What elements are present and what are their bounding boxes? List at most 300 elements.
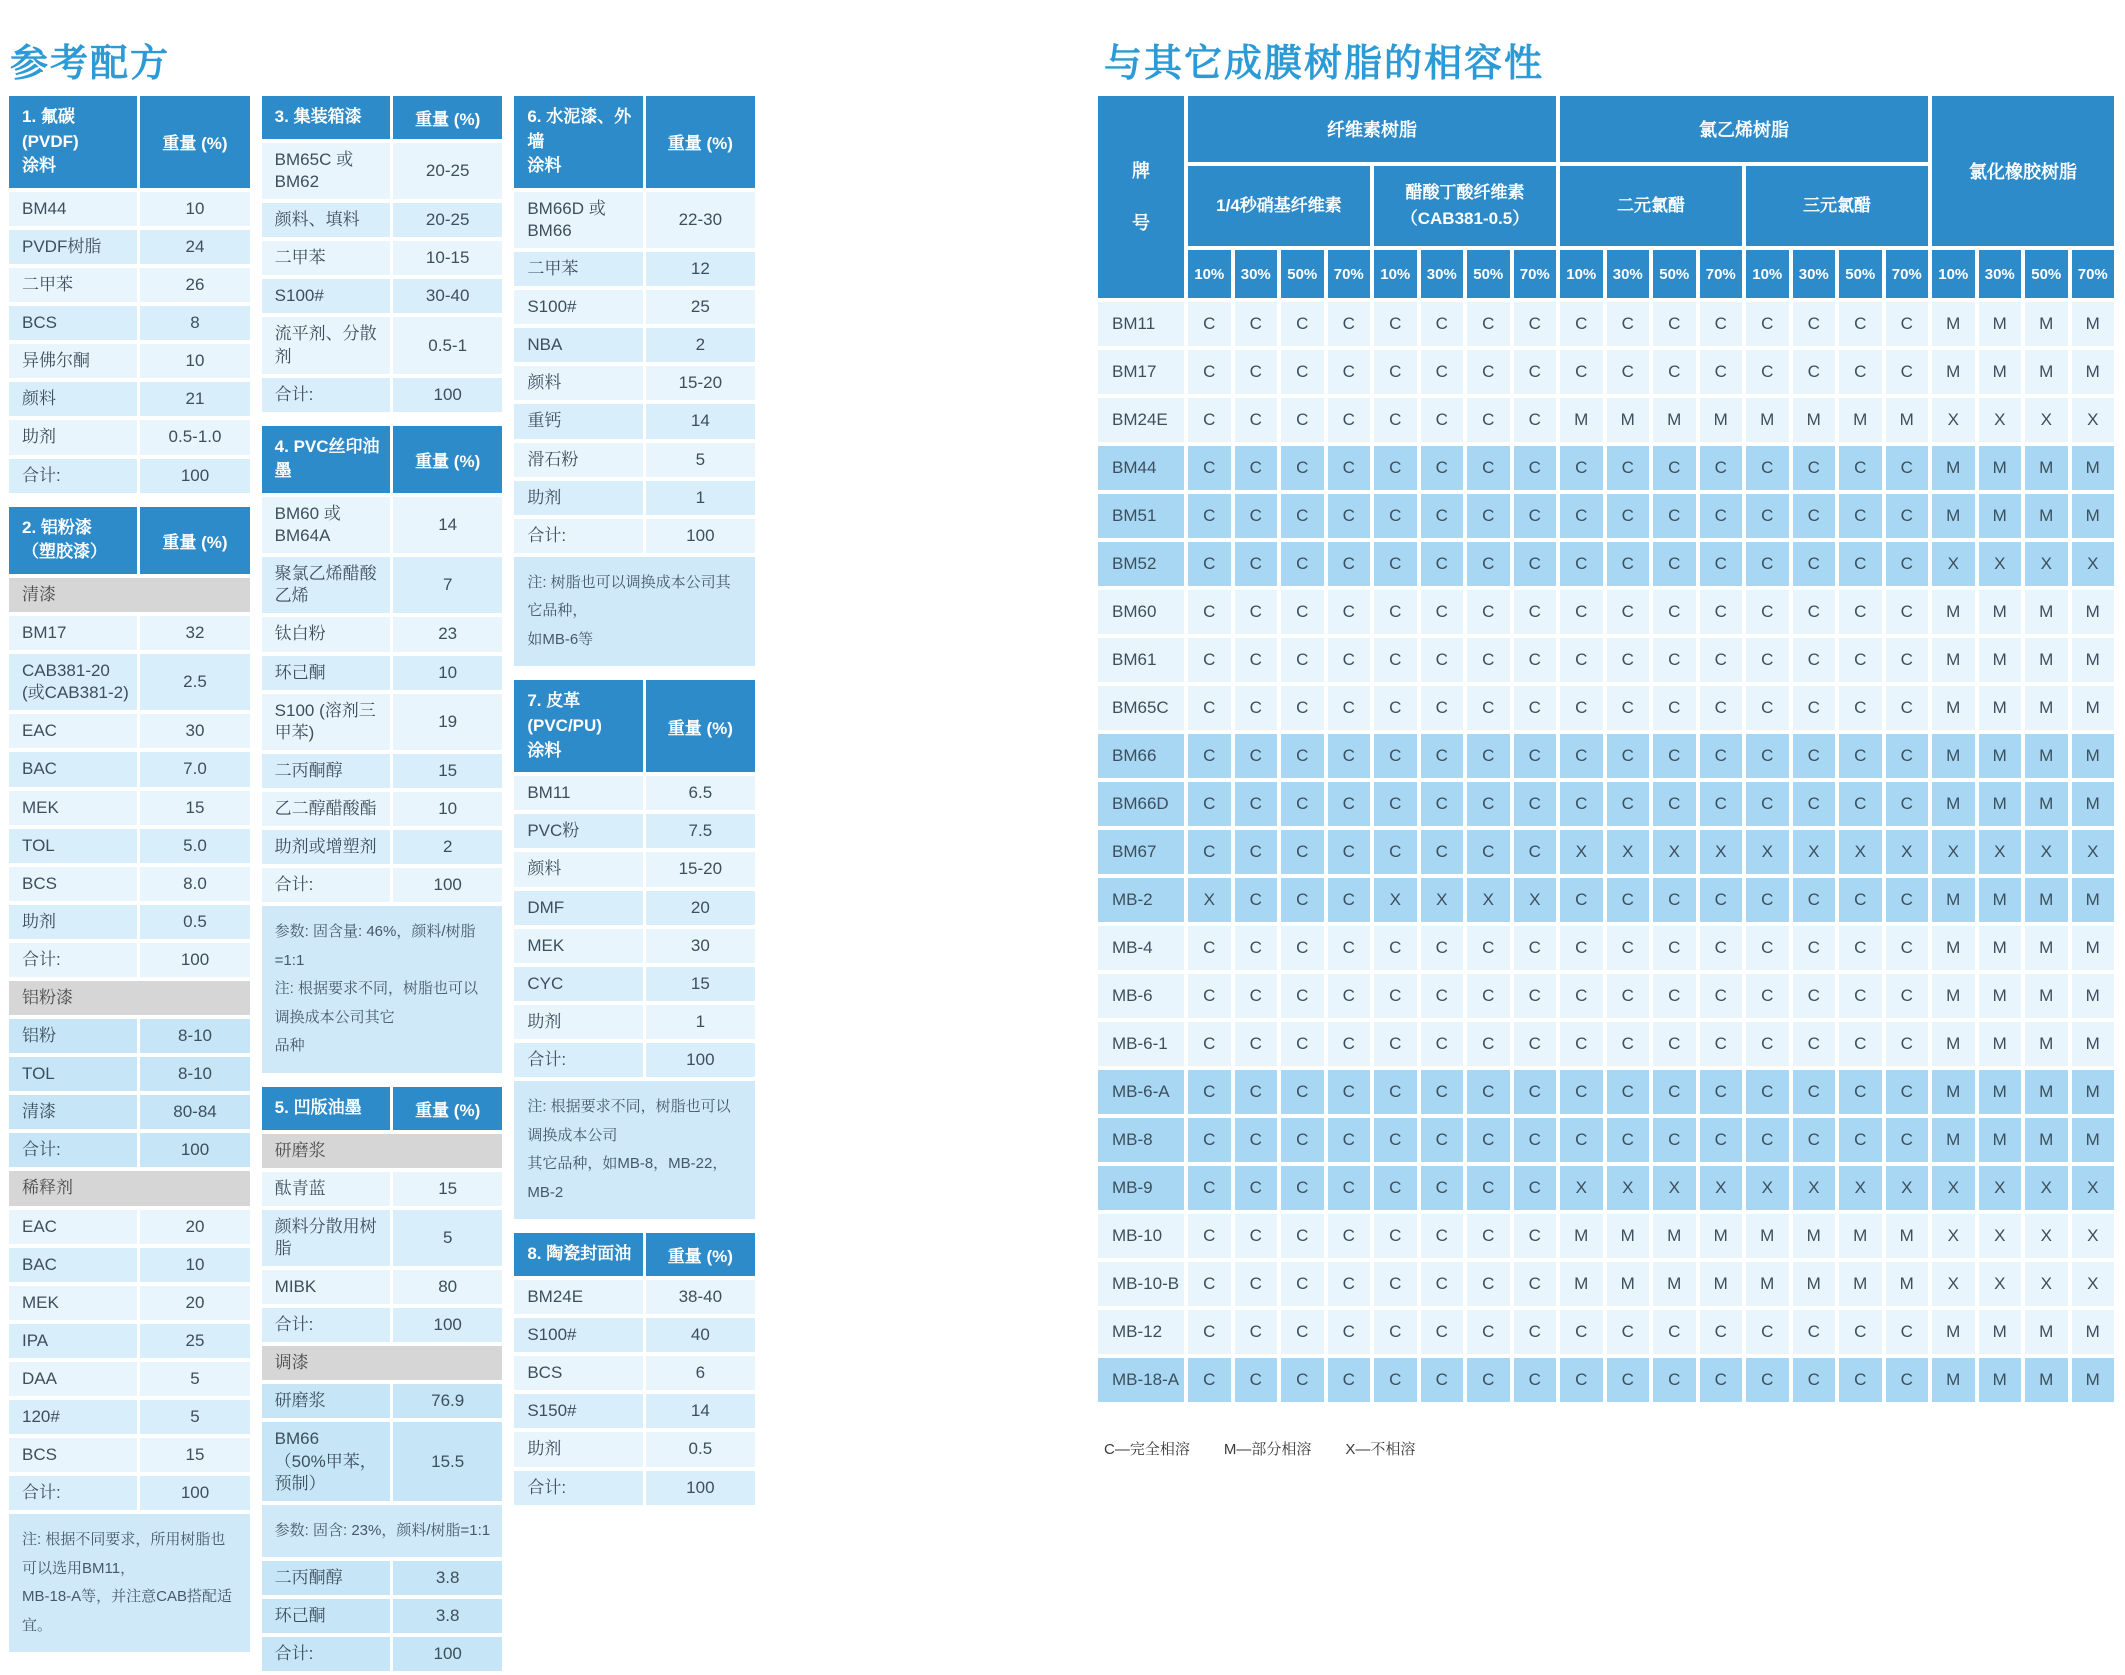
compat-cell: C <box>1514 638 1557 682</box>
ingredient-label: 颜料 <box>514 366 642 400</box>
ingredient-value: 80 <box>393 1270 502 1304</box>
ingredient-label: S100 (溶剂三甲苯) <box>262 694 390 750</box>
compat-cell: M <box>1746 1214 1789 1258</box>
ingredient-label: 合计: <box>514 519 642 553</box>
compat-cell: C <box>1607 974 1650 1018</box>
formula-row <box>514 929 755 963</box>
section-band <box>262 1134 503 1168</box>
compat-cell: M <box>1700 398 1743 442</box>
table-title: 3. 集装箱漆 <box>262 96 390 139</box>
table-note-text: 注: 根据不同要求，所用树脂也可以选用BM11， MB-18-A等，并注意CAB搭配适宜。 <box>9 1514 250 1652</box>
compat-row <box>1098 926 2114 970</box>
ingredient-value: 3.8 <box>393 1599 502 1633</box>
ingredient-value: 15 <box>646 967 755 1001</box>
compat-cell: C <box>1328 638 1371 682</box>
formulation-table-1 <box>6 92 253 497</box>
compat-cell: M <box>1607 398 1650 442</box>
compat-cell: M <box>1979 494 2022 538</box>
ingredient-label: BCS <box>514 1356 642 1390</box>
compat-cell: C <box>1467 350 1510 394</box>
percent-header: 70% <box>1328 250 1371 298</box>
matrix-header-groups <box>1098 96 2114 162</box>
compat-cell: X <box>1979 542 2022 586</box>
compat-cell: C <box>1560 1310 1603 1354</box>
compat-cell: C <box>1793 782 1836 826</box>
ingredient-label: 合计: <box>514 1043 642 1077</box>
formula-row <box>514 1356 755 1390</box>
formula-row <box>9 1057 250 1091</box>
compat-cell: C <box>1700 590 1743 634</box>
table-note-text: 参数: 固含量: 46%，颜料/树脂=1:1 注: 根据要求不同，树脂也可以调换成本公司其它 品种 <box>262 906 503 1073</box>
compat-cell: C <box>1886 1358 1929 1402</box>
ingredient-label: S100# <box>262 279 390 313</box>
formula-row <box>262 754 503 788</box>
compat-cell: X <box>2072 398 2115 442</box>
compat-row <box>1098 494 2114 538</box>
brand-cell: BM66D <box>1098 782 1184 826</box>
formula-row <box>514 252 755 286</box>
compat-cell: M <box>1979 590 2022 634</box>
compat-row <box>1098 1262 2114 1306</box>
formula-row <box>514 519 755 553</box>
compat-cell: C <box>1653 302 1696 346</box>
ingredient-value: 30 <box>140 714 249 748</box>
section-band <box>9 981 250 1015</box>
formula-row <box>514 1471 755 1505</box>
compat-cell: C <box>1514 1070 1557 1114</box>
compat-cell: C <box>1374 494 1417 538</box>
percent-header: 10% <box>1560 250 1603 298</box>
ingredient-label: CAB381-20 (或CAB381-2) <box>9 654 137 710</box>
compat-cell: C <box>1746 734 1789 778</box>
formulation-table-3 <box>259 92 506 416</box>
compat-cell: C <box>1793 1118 1836 1162</box>
percent-header: 30% <box>1421 250 1464 298</box>
compat-cell: C <box>1793 734 1836 778</box>
table-note-text: 注: 树脂也可以调换成本公司其它品种， 如MB-6等 <box>514 557 755 667</box>
compat-cell: C <box>1281 1166 1324 1210</box>
formula-row <box>9 943 250 977</box>
compat-cell: C <box>1188 1262 1231 1306</box>
ingredient-value: 5 <box>646 443 755 477</box>
compat-cell: C <box>1653 494 1696 538</box>
formula-row <box>262 497 503 553</box>
formula-row <box>262 143 503 199</box>
compat-cell: C <box>1607 1070 1650 1114</box>
table-title: 5. 凹版油墨 <box>262 1087 390 1130</box>
brand-cell: MB-6 <box>1098 974 1184 1018</box>
compat-cell: X <box>1886 1166 1929 1210</box>
weight-header: 重量 (%) <box>646 680 755 772</box>
section-band-label: 研磨浆 <box>262 1134 503 1168</box>
table-title: 8. 陶瓷封面油 <box>514 1233 642 1276</box>
compat-cell: C <box>1839 590 1882 634</box>
compat-cell: C <box>1514 542 1557 586</box>
formula-row <box>514 1043 755 1077</box>
compat-cell: C <box>1560 1358 1603 1402</box>
compat-cell: C <box>1746 350 1789 394</box>
compat-cell: C <box>1607 1310 1650 1354</box>
ingredient-value: 0.5 <box>646 1432 755 1466</box>
ingredient-label: 合计: <box>514 1471 642 1505</box>
compat-cell: C <box>1374 350 1417 394</box>
percent-header: 50% <box>1653 250 1696 298</box>
compat-cell: C <box>1560 686 1603 730</box>
compat-cell: M <box>2025 350 2068 394</box>
compat-cell: C <box>1793 446 1836 490</box>
compat-cell: C <box>1839 974 1882 1018</box>
ingredient-value: 8 <box>140 306 249 340</box>
compat-cell: C <box>1281 686 1324 730</box>
ingredient-label: 合计: <box>262 868 390 902</box>
compat-row <box>1098 638 2114 682</box>
brand-cell: MB-4 <box>1098 926 1184 970</box>
compat-cell: C <box>1560 542 1603 586</box>
compat-cell: M <box>2025 1070 2068 1114</box>
ingredient-label: 清漆 <box>9 1095 137 1129</box>
formula-row <box>9 1095 250 1129</box>
compat-cell: C <box>1328 494 1371 538</box>
compat-cell: C <box>1421 638 1464 682</box>
ingredient-label: 异佛尔酮 <box>9 344 137 378</box>
compat-cell: C <box>1281 1022 1324 1066</box>
compat-cell: X <box>1979 1262 2022 1306</box>
ingredient-value: 25 <box>140 1324 249 1358</box>
ingredient-value: 24 <box>140 230 249 264</box>
ingredient-label: 颜料 <box>514 852 642 886</box>
formula-row <box>262 203 503 237</box>
compat-cell: C <box>1328 686 1371 730</box>
compat-cell: C <box>1839 302 1882 346</box>
compat-cell: C <box>1467 926 1510 970</box>
formula-row <box>514 328 755 362</box>
ingredient-value: 2 <box>393 830 502 864</box>
compat-row <box>1098 1070 2114 1114</box>
ingredient-value: 10 <box>140 1248 249 1282</box>
ingredient-value: 7.5 <box>646 814 755 848</box>
compat-cell: M <box>1932 350 1975 394</box>
ingredient-label: NBA <box>514 328 642 362</box>
ingredient-label: 助剂 <box>514 481 642 515</box>
compat-cell: X <box>1932 1166 1975 1210</box>
percent-header: 50% <box>1839 250 1882 298</box>
compat-cell: C <box>1839 1070 1882 1114</box>
compat-cell: M <box>1839 398 1882 442</box>
ingredient-value: 0.5-1.0 <box>140 420 249 454</box>
compat-cell: C <box>1281 542 1324 586</box>
ingredient-label: 合计: <box>9 1476 137 1510</box>
section-band <box>262 1346 503 1380</box>
ingredient-label: 助剂 <box>514 1005 642 1039</box>
compat-cell: C <box>1886 1022 1929 1066</box>
compat-cell: C <box>1607 638 1650 682</box>
formula-row <box>9 1248 250 1282</box>
compat-cell: C <box>1514 494 1557 538</box>
compat-cell: C <box>1746 494 1789 538</box>
compat-cell: C <box>1607 782 1650 826</box>
formula-row <box>514 776 755 810</box>
ingredient-value: 7 <box>393 557 502 613</box>
ingredient-value: 0.5-1 <box>393 317 502 373</box>
compat-cell: C <box>1328 734 1371 778</box>
ingredient-label: S150# <box>514 1394 642 1428</box>
compat-cell: C <box>1235 1022 1278 1066</box>
section-band <box>9 1171 250 1205</box>
compat-cell: C <box>1514 590 1557 634</box>
formula-row <box>9 382 250 416</box>
compat-cell: M <box>1932 1118 1975 1162</box>
compat-cell: C <box>1746 302 1789 346</box>
compat-cell: M <box>2025 1118 2068 1162</box>
compat-row <box>1098 542 2114 586</box>
ingredient-label: 环己酮 <box>262 656 390 690</box>
compat-cell: C <box>1467 734 1510 778</box>
compat-row <box>1098 302 2114 346</box>
compat-cell: C <box>1700 542 1743 586</box>
compat-cell: C <box>1886 1310 1929 1354</box>
ingredient-label: CYC <box>514 967 642 1001</box>
compat-cell: C <box>1188 302 1231 346</box>
compat-cell: C <box>1421 1310 1464 1354</box>
compat-cell: M <box>2072 1358 2115 1402</box>
ingredient-value: 100 <box>393 378 502 412</box>
formula-row <box>262 557 503 613</box>
compat-cell: M <box>1979 878 2022 922</box>
compat-cell: C <box>1514 350 1557 394</box>
formula-row <box>262 792 503 826</box>
compat-cell: C <box>1793 494 1836 538</box>
compat-cell: M <box>2072 302 2115 346</box>
section-band-label: 清漆 <box>9 578 250 612</box>
compat-cell: C <box>1328 926 1371 970</box>
ingredient-value: 20 <box>646 891 755 925</box>
ingredient-value: 38-40 <box>646 1280 755 1314</box>
brand-cell: BM52 <box>1098 542 1184 586</box>
section-band-label: 稀释剂 <box>9 1171 250 1205</box>
compat-cell: M <box>1560 1262 1603 1306</box>
ingredient-value: 100 <box>140 459 249 493</box>
compat-cell: M <box>2025 494 2068 538</box>
ingredient-label: BAC <box>9 1248 137 1282</box>
compat-cell: M <box>1979 734 2022 778</box>
compat-cell: C <box>1188 1022 1231 1066</box>
compat-cell: C <box>1235 878 1278 922</box>
compat-cell: C <box>1607 590 1650 634</box>
compat-cell: C <box>1467 302 1510 346</box>
compat-cell: M <box>2025 782 2068 826</box>
compat-cell: C <box>1188 1166 1231 1210</box>
ingredient-label: 颜料分散用树脂 <box>262 1210 390 1266</box>
compat-cell: C <box>1421 1118 1464 1162</box>
brand-cell: BM11 <box>1098 302 1184 346</box>
ingredient-label: 合计: <box>9 1133 137 1167</box>
ingredient-value: 6.5 <box>646 776 755 810</box>
compat-cell: M <box>2072 350 2115 394</box>
compat-cell: C <box>1281 734 1324 778</box>
compat-cell: C <box>1607 446 1650 490</box>
compat-row <box>1098 1358 2114 1402</box>
weight-header: 重量 (%) <box>393 96 502 139</box>
compat-cell: C <box>1188 782 1231 826</box>
compat-cell: C <box>1328 446 1371 490</box>
ingredient-value: 21 <box>140 382 249 416</box>
compat-cell: C <box>1188 494 1231 538</box>
compat-cell: C <box>1746 446 1789 490</box>
compat-cell: M <box>1979 1070 2022 1114</box>
ingredient-label: 二甲苯 <box>9 268 137 302</box>
ingredient-value: 15 <box>140 791 249 825</box>
formulation-column <box>511 92 758 1509</box>
compat-cell: X <box>1560 830 1603 874</box>
compat-cell: C <box>1514 1214 1557 1258</box>
compat-cell: C <box>1421 974 1464 1018</box>
compat-cell: C <box>1467 1166 1510 1210</box>
compat-cell: C <box>1281 1310 1324 1354</box>
percent-header: 30% <box>1793 250 1836 298</box>
compat-cell: C <box>1374 974 1417 1018</box>
ingredient-value: 3.8 <box>393 1561 502 1595</box>
compat-cell: M <box>1979 1310 2022 1354</box>
compat-cell: C <box>1653 878 1696 922</box>
ingredient-label: 合计: <box>262 1637 390 1671</box>
compat-cell: C <box>1514 974 1557 1018</box>
percent-header: 70% <box>1700 250 1743 298</box>
compat-cell: C <box>1653 1310 1696 1354</box>
formula-row <box>514 290 755 324</box>
compat-cell: C <box>1188 830 1231 874</box>
compat-cell: C <box>1839 494 1882 538</box>
compat-cell: M <box>2025 590 2068 634</box>
compat-cell: M <box>2072 1022 2115 1066</box>
compat-cell: C <box>1188 1118 1231 1162</box>
ingredient-label: BM17 <box>9 616 137 650</box>
table-note <box>9 1514 250 1652</box>
compat-row <box>1098 782 2114 826</box>
compat-cell: C <box>1281 926 1324 970</box>
compat-cell: X <box>1793 1166 1836 1210</box>
compat-cell: M <box>1653 1214 1696 1258</box>
compat-cell: C <box>1607 302 1650 346</box>
table-note-text: 注: 根据要求不同，树脂也可以调换成本公司 其它品种，如MB-8，MB-22，MB-2 <box>514 1081 755 1219</box>
ingredient-label: MEK <box>9 1286 137 1320</box>
compat-cell: C <box>1235 782 1278 826</box>
percent-header: 50% <box>2025 250 2068 298</box>
formula-row <box>9 230 250 264</box>
compat-cell: C <box>1607 686 1650 730</box>
compat-cell: M <box>1886 398 1929 442</box>
ingredient-value: 15-20 <box>646 366 755 400</box>
formulation-table-5 <box>259 1083 506 1675</box>
ingredient-label: BM65C 或 BM62 <box>262 143 390 199</box>
ingredient-label: EAC <box>9 1210 137 1244</box>
compatibility-table <box>1094 92 2118 1406</box>
compat-cell: X <box>1607 1166 1650 1210</box>
ingredient-label: 二丙酮醇 <box>262 754 390 788</box>
ingredient-value: 100 <box>393 868 502 902</box>
compat-cell: C <box>1374 1358 1417 1402</box>
compat-cell: C <box>1886 542 1929 586</box>
compat-cell: C <box>1188 926 1231 970</box>
formula-row <box>262 1210 503 1266</box>
compat-cell: C <box>1514 1358 1557 1402</box>
compat-cell: C <box>1235 302 1278 346</box>
compat-cell: M <box>2025 1022 2068 1066</box>
table-title: 1. 氟碳 (PVDF) 涂料 <box>9 96 137 188</box>
compat-cell: X <box>2025 1214 2068 1258</box>
compat-cell: C <box>1700 1118 1743 1162</box>
compat-cell: C <box>1514 830 1557 874</box>
brand-cell: BM67 <box>1098 830 1184 874</box>
compat-cell: C <box>1374 830 1417 874</box>
formula-row <box>9 905 250 939</box>
compat-cell: C <box>1281 878 1324 922</box>
formula-row <box>514 443 755 477</box>
compat-cell: C <box>1793 638 1836 682</box>
compat-cell: C <box>1886 686 1929 730</box>
compat-cell: C <box>1467 830 1510 874</box>
compat-cell: C <box>1700 1070 1743 1114</box>
formula-row <box>262 694 503 750</box>
compat-cell: C <box>1653 638 1696 682</box>
compat-cell: C <box>1235 1358 1278 1402</box>
compat-cell: X <box>1746 1166 1789 1210</box>
ingredient-value: 10 <box>393 656 502 690</box>
ingredient-label: 合计: <box>262 378 390 412</box>
compat-cell: M <box>1886 1262 1929 1306</box>
compat-cell: C <box>1886 350 1929 394</box>
compat-cell: C <box>1746 686 1789 730</box>
compat-cell: X <box>1932 1262 1975 1306</box>
formula-row <box>9 654 250 710</box>
formulation-table-7 <box>511 676 758 1223</box>
compat-cell: C <box>1421 398 1464 442</box>
compat-cell: C <box>1607 1118 1650 1162</box>
compat-cell: M <box>1932 926 1975 970</box>
ingredient-label: BM60 或 BM64A <box>262 497 390 553</box>
compat-cell: C <box>1793 1358 1836 1402</box>
compat-cell: C <box>1328 1262 1371 1306</box>
formula-row <box>514 192 755 248</box>
ingredient-value: 76.9 <box>393 1384 502 1418</box>
percent-header: 50% <box>1467 250 1510 298</box>
percent-header: 30% <box>1979 250 2022 298</box>
compat-cell: M <box>1839 1262 1882 1306</box>
compat-cell: C <box>1328 974 1371 1018</box>
ingredient-value: 2 <box>646 328 755 362</box>
compat-cell: M <box>1979 1022 2022 1066</box>
formula-row <box>9 1286 250 1320</box>
ingredient-value: 15 <box>393 754 502 788</box>
compat-cell: C <box>1700 446 1743 490</box>
compat-cell: C <box>1653 1358 1696 1402</box>
formula-row <box>9 420 250 454</box>
compat-cell: C <box>1188 734 1231 778</box>
formula-row <box>9 192 250 226</box>
compat-cell: M <box>1746 1262 1789 1306</box>
compat-cell: C <box>1746 782 1789 826</box>
compat-cell: C <box>1188 590 1231 634</box>
brand-cell: MB-6-A <box>1098 1070 1184 1114</box>
compat-cell: C <box>1514 1262 1557 1306</box>
compat-cell: C <box>1281 974 1324 1018</box>
compat-cell: C <box>1839 926 1882 970</box>
formula-row <box>9 1324 250 1358</box>
formula-row <box>262 1384 503 1418</box>
ingredient-value: 30-40 <box>393 279 502 313</box>
compat-cell: C <box>1374 398 1417 442</box>
ingredient-value: 100 <box>140 1476 249 1510</box>
brand-cell: BM17 <box>1098 350 1184 394</box>
